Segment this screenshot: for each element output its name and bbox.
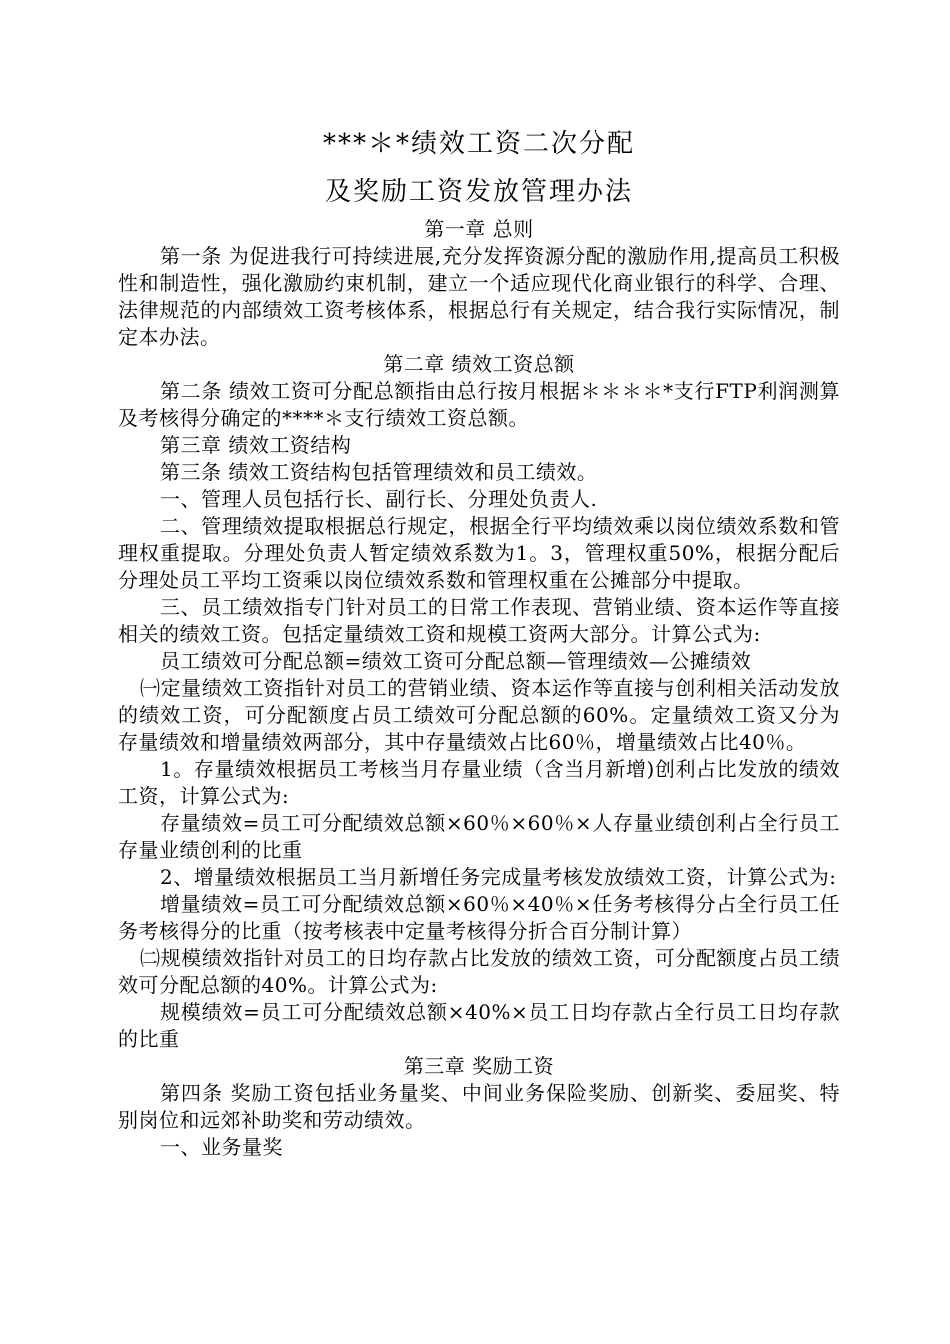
paragraph-management-performance: 二、管理绩效提取根据总行规定，根据全行平均绩效乘以岗位绩效系数和管理权重提取。分理处负责人暂定绩效系数为1。3，管理权重50%，根据分配后分理处员工平均工资乘以岗位绩效系数和管理权重在公摊部分中提取。	[118, 514, 840, 592]
document-title-line2: 及奖励工资发放管理办法	[324, 177, 633, 207]
chapter-heading-2: 第二章 绩效工资总额	[383, 352, 575, 376]
paragraph-stock-performance: 1。存量绩效根据员工考核当月存量业绩（含当月新增)创利占比发放的绩效工资，计算公式为:	[118, 757, 840, 808]
document-page	[118, 120, 840, 1161]
article-4: 第四条 奖励工资包括业务量奖、中间业务保险奖励、创新奖、委屈奖、特别岗位和远郊补助奖和劳动绩效。	[118, 1081, 840, 1132]
article-1: 第一条 为促进我行可持续进展,充分发挥资源分配的激励作用,提高员工积极性和制造性，强化激励约束机制，建立一个适应现代化商业银行的科学、合理、法律规范的内部绩效工资考核体系，根据总行有关规定，结合我行实际情况，制定本办法。	[118, 244, 840, 349]
formula-stock-performance: 存量绩效=员工可分配绩效总额×60％×60％×人存量业绩创利占全行员工存量业绩创利的比重	[118, 811, 840, 862]
formula-scale-performance: 规模绩效=员工可分配绩效总额×40%×员工日均存款占全行员工日均存款的比重	[118, 1000, 840, 1051]
paragraph-increment-performance: 2、增量绩效根据员工当月新增任务完成量考核发放绩效工资，计算公式为:	[160, 865, 837, 889]
formula-increment-performance: 增量绩效=员工可分配绩效总额×60％×40％×任务考核得分占全行员工任务考核得分的比重（按考核表中定量考核得分折合百分制计算）	[118, 892, 840, 943]
formula-employee-total: 员工绩效可分配总额=绩效工资可分配总额—管理绩效—公摊绩效	[160, 649, 752, 673]
article-3: 第三条 绩效工资结构包括管理绩效和员工绩效。	[160, 460, 598, 484]
paragraph-scale-performance: ㈡规模绩效指针对员工的日均存款占比发放的绩效工资，可分配额度占员工绩效可分配总额的40%。计算公式为:	[118, 946, 840, 997]
paragraph-management-staff: 一、管理人员包括行长、副行长、分理处负责人.	[160, 487, 598, 511]
paragraph-business-volume-award: 一、业务量奖	[160, 1135, 283, 1159]
document-title-line1: ***＊*绩效工资二次分配	[322, 129, 635, 159]
paragraph-employee-performance: 三、员工绩效指专门针对员工的日常工作表现、营销业绩、资本运作等直接相关的绩效工资。包括定量绩效工资和规模工资两大部分。计算公式为:	[118, 595, 840, 646]
chapter-heading-3a: 第三章 绩效工资结构	[160, 433, 352, 457]
paragraph-quantitative: ㈠定量绩效工资指针对员工的营销业绩、资本运作等直接与创利相关活动发放的绩效工资，可分配额度占员工绩效可分配总额的60%。定量绩效工资又分为存量绩效和增量绩效两部分，其中存量绩效占比60％，增量绩效占比40％。	[118, 676, 840, 754]
chapter-heading-1: 第一章 总则	[424, 217, 534, 241]
article-2: 第二条 绩效工资可分配总额指由总行按月根据＊＊＊＊*支行FTP利润测算及考核得分确定的****＊支行绩效工资总额。	[118, 379, 840, 430]
chapter-heading-3b: 第三章 奖励工资	[403, 1054, 555, 1078]
